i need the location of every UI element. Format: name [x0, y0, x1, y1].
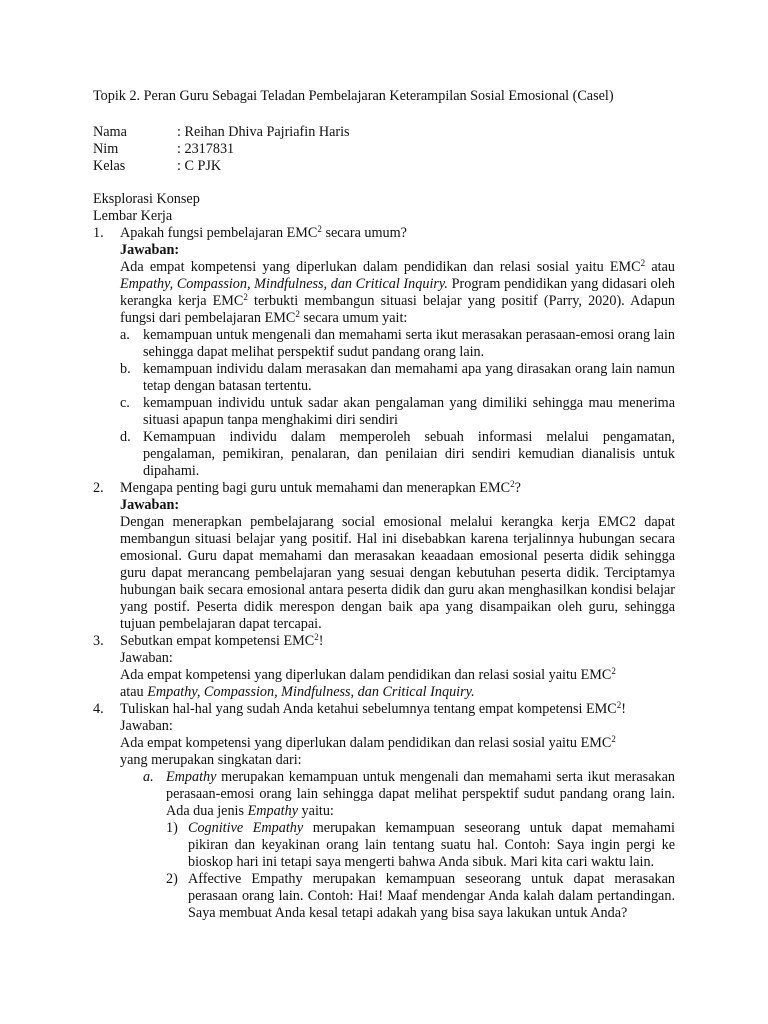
- question-text: Sebutkan empat kompetensi EMC: [120, 633, 315, 649]
- name-value: : Reihan Dhiva Pajriafin Haris: [177, 124, 350, 140]
- question-number: 3.: [93, 633, 104, 649]
- subsection-heading: Lembar Kerja: [93, 208, 173, 224]
- nim-label: Nim: [93, 141, 119, 157]
- answer-line: Ada empat kompetensi yang diperlukan dalam pendidikan dan relasi sosial yaitu EMC$^2$: [120, 734, 616, 751]
- answer-label: Jawaban:: [120, 497, 180, 513]
- question-text: Mengapa penting bagi guru untuk memahami dan menerapkan EMC: [120, 480, 511, 496]
- list-item: 2) Affective Empathy merupakan kemampuan seseorang untuk dapat merasakan perasaan orang lain. Contoh: Hai! Maaf mendengar Anda kalah dalam pertandingan. Saya membuat Anda kesal tetapi adakah yang bisa saya lakukan untuk Anda?: [166, 871, 675, 921]
- class-value: : C PJK: [177, 158, 222, 174]
- question-number: 1.: [93, 225, 104, 241]
- document-title: Topik 2. Peran Guru Sebagai Teladan Pembelajaran Keterampilan Sosial Emosional (Casel): [93, 88, 614, 104]
- list-item: a. Empathy merupakan kemampuan untuk mengenali dan memahami serta ikut merasakan perasaan-emosi orang lain sehingga dapat melihat perspektif sudut pandang orang lain. Ada dua jenis Empathy yaitu:: [143, 769, 675, 819]
- list-item: 1) Cognitive Empathy merupakan kemampuan seseorang untuk dapat memahami pikiran dan keyakinan orang lain tentang suatu hal. Contoh: Saya ingin pergi ke bioskop hari ini tetapi saya mengerti bahwa Anda sibuk. Mari kita cari waktu lain.: [166, 820, 675, 870]
- list-item: c. kemampuan individu untuk sadar akan pengalaman yang dimiliki sehingga mau menerima situasi apapun tanpa menghakimi diri sendiri: [120, 395, 675, 428]
- question-text: Tuliskan hal-hal yang sudah Anda ketahui sebelumnya tentang empat kompetensi EMC: [120, 701, 617, 717]
- answer-paragraph: Dengan menerapkan pembelajarang social emosional melalui kerangka kerja EMC2 dapat membangun situasi belajar yang positif. Hal ini disebabkan karena terjalinnya hubungan secara emosional. Guru dapat memahami dan merasakan keaadaan emosional peserta didik sehingga guru dapat merancang pembelajaran yang sesuai dengan kebutuhan peserta didik. Terciptamya hubungan baik secara emosional antara peserta didik dan guru akan menghasilkan kondisi belajar yang postif. Peserta didik merespon dengan baik apa yang disampaikan oleh guru, sehingga tujuan pembelajaran dapat tercapai.: [120, 514, 675, 632]
- name-label: Nama: [93, 124, 127, 140]
- question-2: 2. Mengapa penting bagi guru untuk memahami dan menerapkan EMC$^2$?: [93, 479, 521, 496]
- answer-paragraph: Ada empat kompetensi yang diperlukan dalam pendidikan dan relasi sosial yaitu EMC$^2$ atau Empathy, Compassion, Mindfulness, dan Critical Inquiry. Program pendidikan yang didasari oleh kerangka kerja EMC$^2$ terbukti membangun situasi belajar yang positif (Parry, 2020). Adapun fungsi dari pembelajaran EMC$^2$ secara umum yait:: [120, 258, 676, 326]
- question-text-end: secara umum?: [321, 225, 407, 241]
- nim-value: : 2317831: [177, 141, 235, 157]
- answer-line: yang merupakan singkatan dari:: [120, 752, 302, 768]
- section-heading: Eksplorasi Konsep: [93, 191, 200, 207]
- question-4: 4. Tuliskan hal-hal yang sudah Anda ketahui sebelumnya tentang empat kompetensi EMC$^2$!: [93, 700, 626, 717]
- question-text: Apakah fungsi pembelajaran EMC: [120, 225, 318, 241]
- info-row-name: [93, 124, 350, 141]
- student-info: [93, 124, 350, 175]
- list-item: d. Kemampuan individu dalam memperoleh sebuah informasi melalui pengamatan, pengalaman, pemikiran, penalaran, dan penilaian diri sendiri kemudian dianalisis untuk dipahami.: [120, 429, 675, 479]
- list-item: a. kemampuan untuk mengenali dan memahami serta ikut merasakan perasaan-emosi orang lain sehingga dapat melihat perspektif sudut pandang orang lain.: [120, 327, 675, 360]
- class-label: Kelas: [93, 158, 126, 174]
- answer-label: Jawaban:: [120, 242, 180, 258]
- question-1: [93, 225, 675, 242]
- question-number: 2.: [93, 480, 104, 496]
- question-3: 3. Sebutkan empat kompetensi EMC$^2$!: [93, 632, 324, 649]
- document-body: [93, 191, 675, 922]
- info-row-class: [93, 158, 350, 175]
- superscript: 2: [317, 224, 322, 234]
- answer-line: Ada empat kompetensi yang diperlukan dalam pendidikan dan relasi sosial yaitu EMC$^2$: [120, 666, 616, 683]
- list-item: b. kemampuan individu dalam merasakan dan memahami apa yang dirasakan orang lain namun tetap dengan batasan tertentu.: [120, 361, 675, 394]
- answer-label: Jawaban:: [120, 650, 173, 666]
- info-row-nim: [93, 141, 350, 158]
- question-number: 4.: [93, 701, 104, 717]
- answer-line: atau Empathy, Compassion, Mindfulness, dan Critical Inquiry.: [120, 684, 475, 700]
- answer-label: Jawaban:: [120, 718, 173, 734]
